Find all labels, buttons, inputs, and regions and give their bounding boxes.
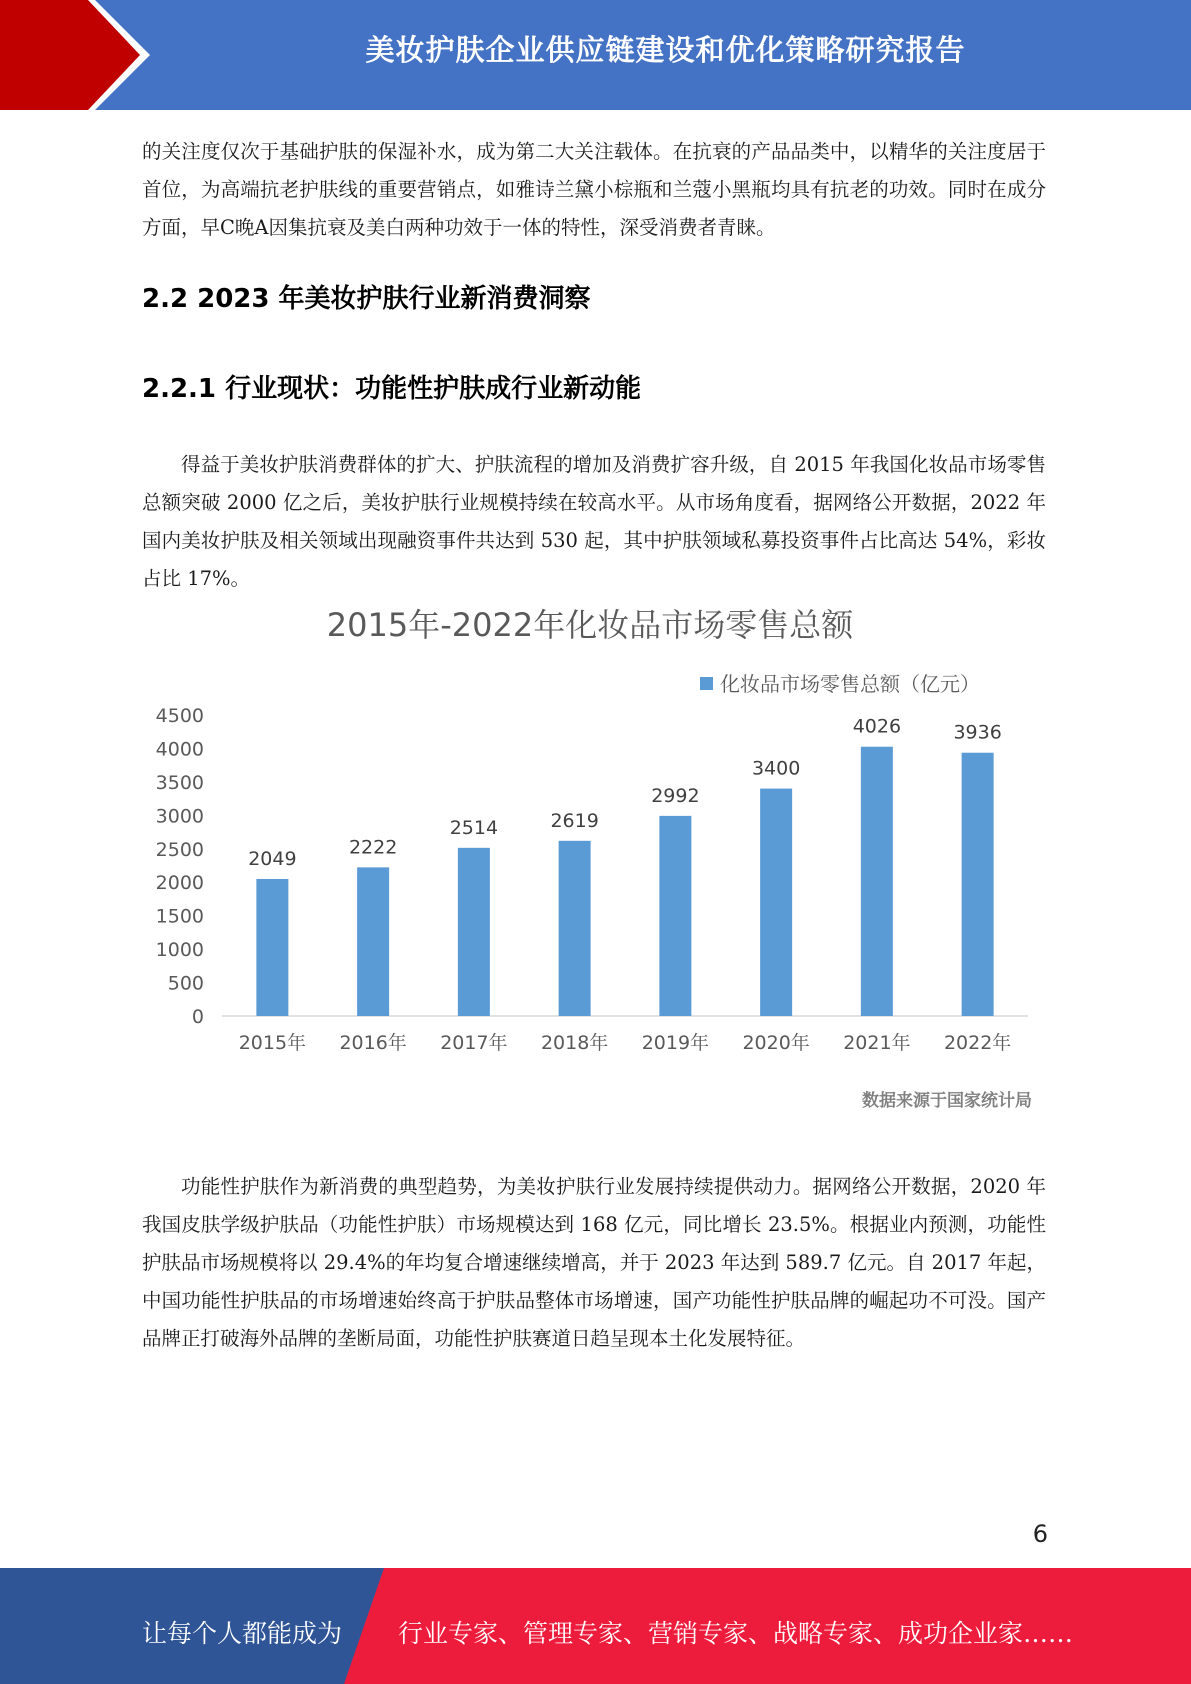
chart-source: 数据来源于国家统计局 [862, 1091, 1032, 1111]
footer-slogan-right: 行业专家、管理专家、营销专家、战略专家、成功企业家…… [398, 1619, 1074, 1648]
legend-label: 化妆品市场零售总额（亿元） [720, 672, 980, 696]
x-tick-label: 2020年 [742, 1032, 810, 1054]
bar-value-label: 2514 [449, 816, 499, 839]
report-title: 美妆护肤企业供应链建设和优化策略研究报告 [365, 33, 966, 67]
bar [256, 879, 288, 1016]
y-tick-label: 1000 [155, 939, 204, 962]
intro-paragraph: 的关注度仅次于基础护肤的保湿补水，成为第二大关注载体。在抗衰的产品品类中，以精华的关注度居于首位，为高端抗老护肤线的重要营销点，如雅诗兰黛小棕瓶和兰蔻小黑瓶均具有抗老的功效。同时在成分方面，早C晚A因集抗衰及美白两种功效于一体的特性，深受消费者青睐。 [142, 140, 1046, 239]
bar [659, 816, 691, 1016]
x-axis [239, 1032, 1012, 1054]
bar-value-label: 4026 [852, 715, 902, 738]
bar [357, 867, 389, 1016]
x-tick-label: 2016年 [339, 1032, 407, 1054]
bar [760, 789, 792, 1016]
y-tick-label: 4000 [155, 738, 204, 761]
header-banner [0, 0, 1191, 110]
bar-value-label: 3936 [953, 721, 1002, 744]
page-number: 6 [1032, 1520, 1048, 1548]
chart-title: 2015年-2022年化妆品市场零售总额 [326, 606, 854, 644]
paragraph-2-section [142, 1168, 1046, 1358]
y-tick-label: 3000 [155, 805, 204, 828]
x-tick-label: 2021年 [843, 1032, 911, 1054]
chart-svg [142, 600, 1046, 1120]
paragraph-2: 功能性护肤作为新消费的典型趋势，为美妆护肤行业发展持续提供动力。据网络公开数据，2020 年我国皮肤学级护肤品（功能性护肤）市场规模达到 168 亿元，同比增长 23.5%。根据业内预测，功能性护肤品市场规模将以 29.4%的年均复合增速继续增高，并于 2023 年达到 589.7 亿元。自 2017 年起，中国功能性护肤品的市场增速始终高于护肤品整体市场增速，国产功能性护肤品牌的崛起功不可没。国产品牌正打破海外品牌的垄断局面，功能性护肤赛道日趋呈现本土化发展特征。 [142, 1175, 1046, 1350]
y-tick-label: 2000 [155, 872, 204, 895]
y-tick-label: 500 [167, 972, 204, 995]
y-tick-label: 2500 [155, 838, 204, 861]
bar [861, 747, 893, 1016]
subsection-heading: 2.2.1 行业现状：功能性护肤成行业新动能 [142, 374, 642, 404]
x-tick-label: 2018年 [540, 1032, 609, 1054]
x-tick-label: 2019年 [641, 1032, 710, 1054]
bar-value-label: 3400 [751, 757, 801, 780]
bar-value-label: 2619 [550, 809, 599, 832]
footer-banner [0, 1568, 1191, 1684]
bar-value-label: 2222 [348, 836, 398, 859]
bar-value-label: 2049 [248, 847, 297, 870]
footer-slogan-left: 让每个人都能成为 [142, 1619, 343, 1648]
paragraph-1: 得益于美妆护肤消费群体的扩大、护肤流程的增加及消费扩容升级，自 2015 年我国化妆品市场零售总额突破 2000 亿之后，美妆护肤行业规模持续在较高水平。从市场角度看，据网络公开数据，2022 年国内美妆护肤及相关领域出现融资事件共达到 530 起，其中护肤领域私募投资事件占比高达 54%，彩妆占比 17%。 [142, 453, 1046, 590]
y-tick-label: 1500 [155, 905, 204, 928]
bars-group [248, 716, 1002, 1016]
legend-swatch [700, 677, 713, 690]
y-tick-label: 0 [191, 1006, 204, 1028]
y-tick-label: 4500 [155, 705, 204, 727]
bar [559, 841, 591, 1016]
bar-value-label: 2992 [651, 784, 700, 807]
bar [458, 848, 490, 1016]
bar [962, 753, 994, 1016]
x-tick-label: 2017年 [440, 1032, 508, 1054]
paragraph-1-section [142, 446, 1046, 598]
y-tick-label: 3500 [155, 771, 204, 794]
retail-sales-chart [142, 600, 1046, 1120]
x-tick-label: 2022年 [943, 1032, 1012, 1054]
x-tick-label: 2015年 [238, 1032, 307, 1054]
header-arrow-decoration [0, 0, 160, 110]
section-heading: 2.2 2023 年美妆护肤行业新消费洞察 [142, 284, 591, 314]
intro-section [142, 133, 1046, 247]
